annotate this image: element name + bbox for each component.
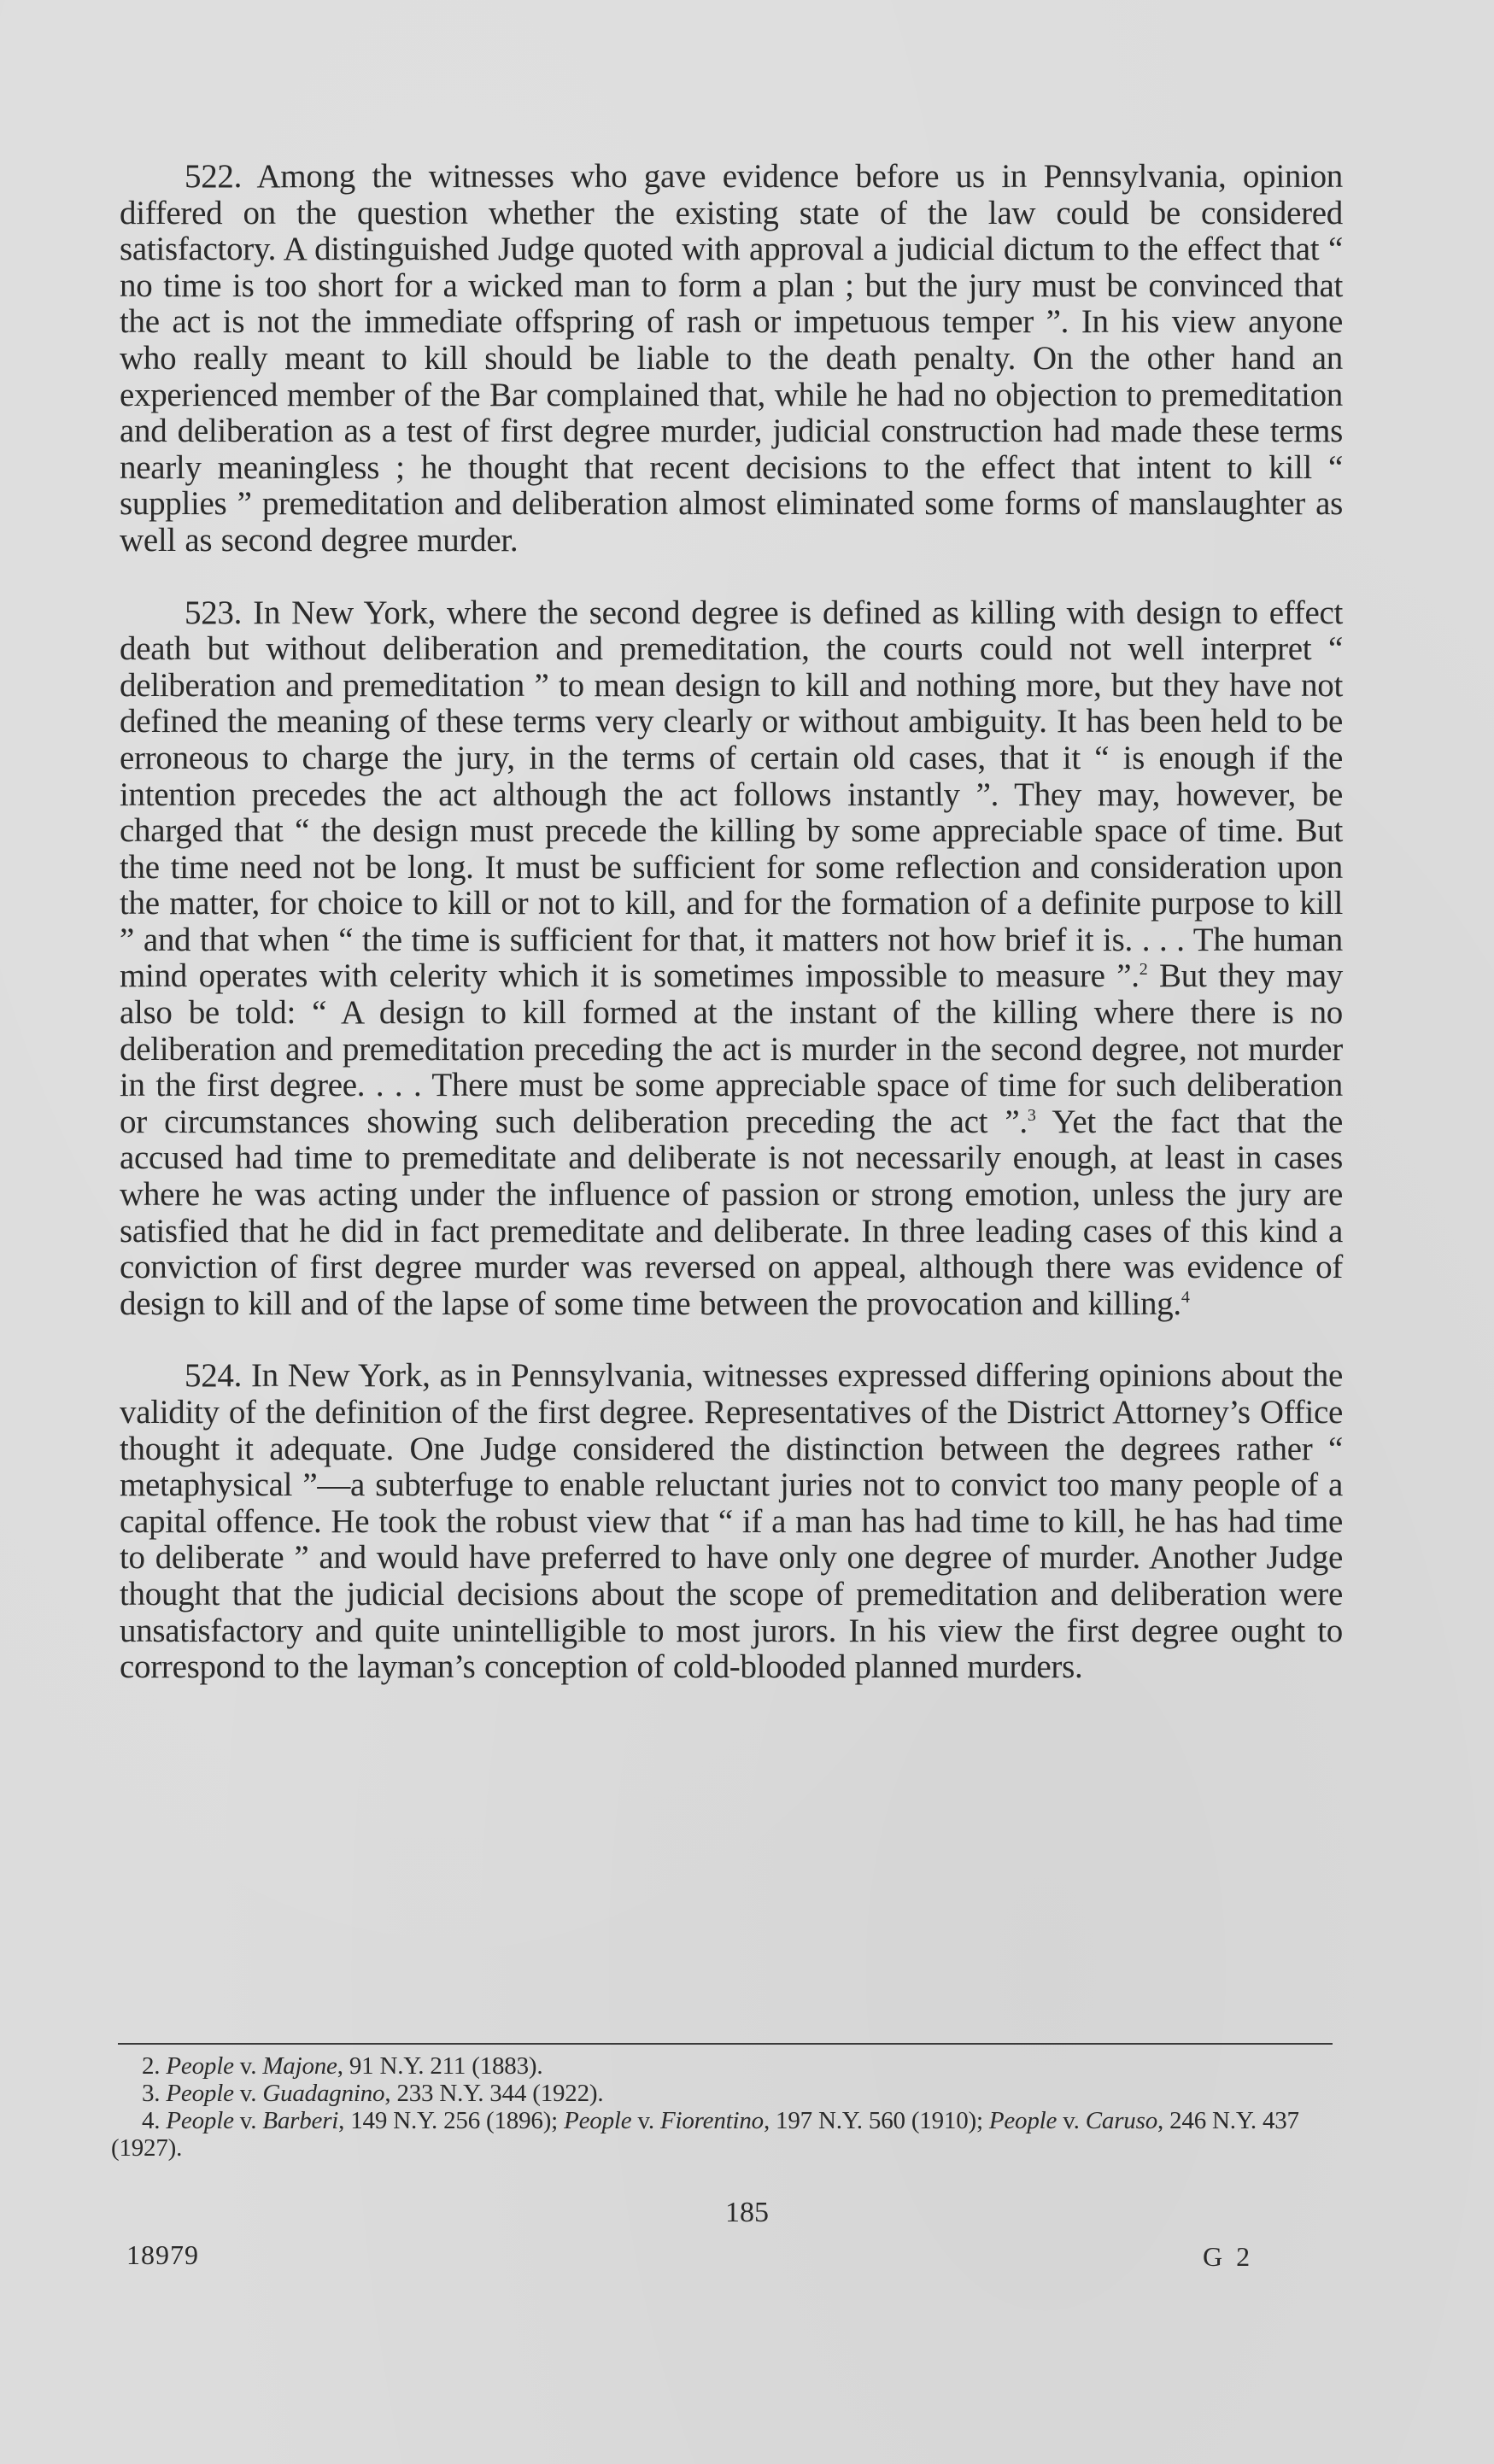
body-text <box>120 159 1343 1686</box>
paragraph-text: But they may also be told: “ A design to kill formed at the instant of the killing where there is no deliberation and premeditation preceding the act is murder in the second degree, not murder in the first degree. . . . There must be some appreciable space of time for such deliberation or circumstances showing such deliberation preceding the act ”. <box>120 957 1343 1140</box>
footnote-reference-2[interactable]: 2 <box>1139 960 1148 980</box>
case-party: Barberi <box>262 2107 339 2134</box>
versus: v. <box>1057 2107 1086 2134</box>
paragraph-number: 524. <box>185 1357 243 1395</box>
versus: v. <box>233 2107 263 2134</box>
paragraph-524 <box>120 1358 1343 1685</box>
case-party: People <box>166 2052 234 2080</box>
case-party: Fiorentino <box>659 2107 764 2134</box>
paragraph-text: Among the witnesses who gave evidence before us in Pennsylvania, opinion differed on the question whether the existing state of the law could be considered satisfactory. A distinguished Judge quoted with approval a judicial dictum to the effect that “ no time is too short for a wicked man to form a plan ; but the jury must be convinced that the act is not the immediate offspring of rash or impetuous temper ”. In his view anyone who really meant to kill should be liable to the death penalty. On the other hand an experienced member of the Bar complained that, while he had no objection to premeditation and deliberation as a test of first degree murder, judicial construction had made these terms nearly meaningless ; he thought that recent decisions to the effect that intent to kill “ supplies ” premeditation and deliberation almost eliminated some forms of manslaughter as well as second degree murder. <box>120 158 1343 559</box>
case-reference: , 197 N.Y. 560 (1910); <box>763 2107 989 2134</box>
footnotes <box>111 2052 1341 2162</box>
footnote-4 <box>111 2107 1341 2162</box>
case-party: People <box>166 2107 234 2134</box>
case-reference: , 91 N.Y. 211 (1883). <box>337 2052 543 2080</box>
paragraph-number: 522. <box>185 158 243 195</box>
page-number <box>0 2197 1494 2229</box>
footnote-number: 2. <box>142 2052 161 2080</box>
versus: v. <box>233 2052 263 2080</box>
case-reference: , 246 N.Y. 437 (1927). <box>111 2107 1299 2162</box>
footnote-number: 3. <box>142 2080 161 2107</box>
footnote-number: 4. <box>142 2107 161 2134</box>
print-code: 18979 <box>126 2239 199 2270</box>
case-reference: , 149 N.Y. 256 (1896); <box>338 2107 565 2134</box>
footnote-2 <box>111 2052 1341 2080</box>
signature-mark: G 2 <box>1203 2241 1254 2272</box>
case-party: People <box>564 2107 632 2134</box>
paragraph-text: Yet the fact that the accused had time to premeditate and deliberate is not necessarily enough, at least in cases where he was acting under the influence of passion or strong emotion, unless the jury are satisfied that he did in fact premeditate and deliberate. In three leading cases of this kind a conviction of first degree murder was reversed on appeal, although there was evidence of design to kill and of the lapse of some time between the provocation and killing. <box>120 1103 1343 1322</box>
footnote-3 <box>111 2080 1341 2107</box>
case-reference: , 233 N.Y. 344 (1922). <box>384 2080 604 2107</box>
case-party: Caruso <box>1085 2107 1157 2134</box>
footnote-reference-4[interactable]: 4 <box>1181 1287 1190 1307</box>
paragraph-text: In New York, as in Pennsylvania, witnesses expressed differing opinions about the validity of the definition of the first degree. Representatives of the District Attorney’s Office thought it adequate. One Judge considered the distinction between the degrees rather “ metaphysical ”—a subterfuge to enable reluctant juries not to convict too many people of a capital offence. He took the robust view that “ if a man has had time to kill, he has had time to deliberate ” and would have preferred to have only one degree of murder. Another Judge thought that the judicial decisions about the scope of premeditation and deliberation were unsatisfactory and quite unintelligible to most jurors. In his view the first degree ought to correspond to the layman’s conception of cold-blooded planned murders. <box>120 1357 1344 1686</box>
footnote-divider <box>118 2043 1333 2045</box>
page-number-text: 185 <box>725 2197 769 2228</box>
versus: v. <box>233 2080 263 2107</box>
paragraph-text: In New York, where the second degree is defined as killing with design to effect death but without deliberation and premeditation, the courts could not well interpret “ deliberation and premeditation ” to mean design to kill and nothing more, but they have not defined the meaning of these terms very clearly or without ambiguity. It has been held to be erroneous to charge the jury, in the terms of certain old cases, that it “ is enough if the intention precedes the act although the act follows instantly ”. They may, however, be charged that “ the design must precede the killing by some appreciable space of time. But the time need not be long. It must be sufficient for some reflection and consideration upon the matter, for choice to kill or not to kill, and for the formation of a definite purpose to kill ” and that when “ the time is sufficient for that, it matters not how brief it is. . . . The human mind operates with celerity which it is sometimes impossible to measure ”. <box>120 594 1344 995</box>
case-party: People <box>166 2080 234 2107</box>
paragraph-number: 523. <box>185 594 243 631</box>
versus: v. <box>631 2107 660 2134</box>
case-party: Guadagnino <box>262 2080 385 2107</box>
case-party: Majone <box>262 2052 337 2080</box>
footnote-reference-3[interactable]: 3 <box>1027 1105 1036 1125</box>
paragraph-523 <box>120 595 1343 1323</box>
case-party: People <box>988 2107 1058 2134</box>
paragraph-522 <box>120 159 1343 559</box>
